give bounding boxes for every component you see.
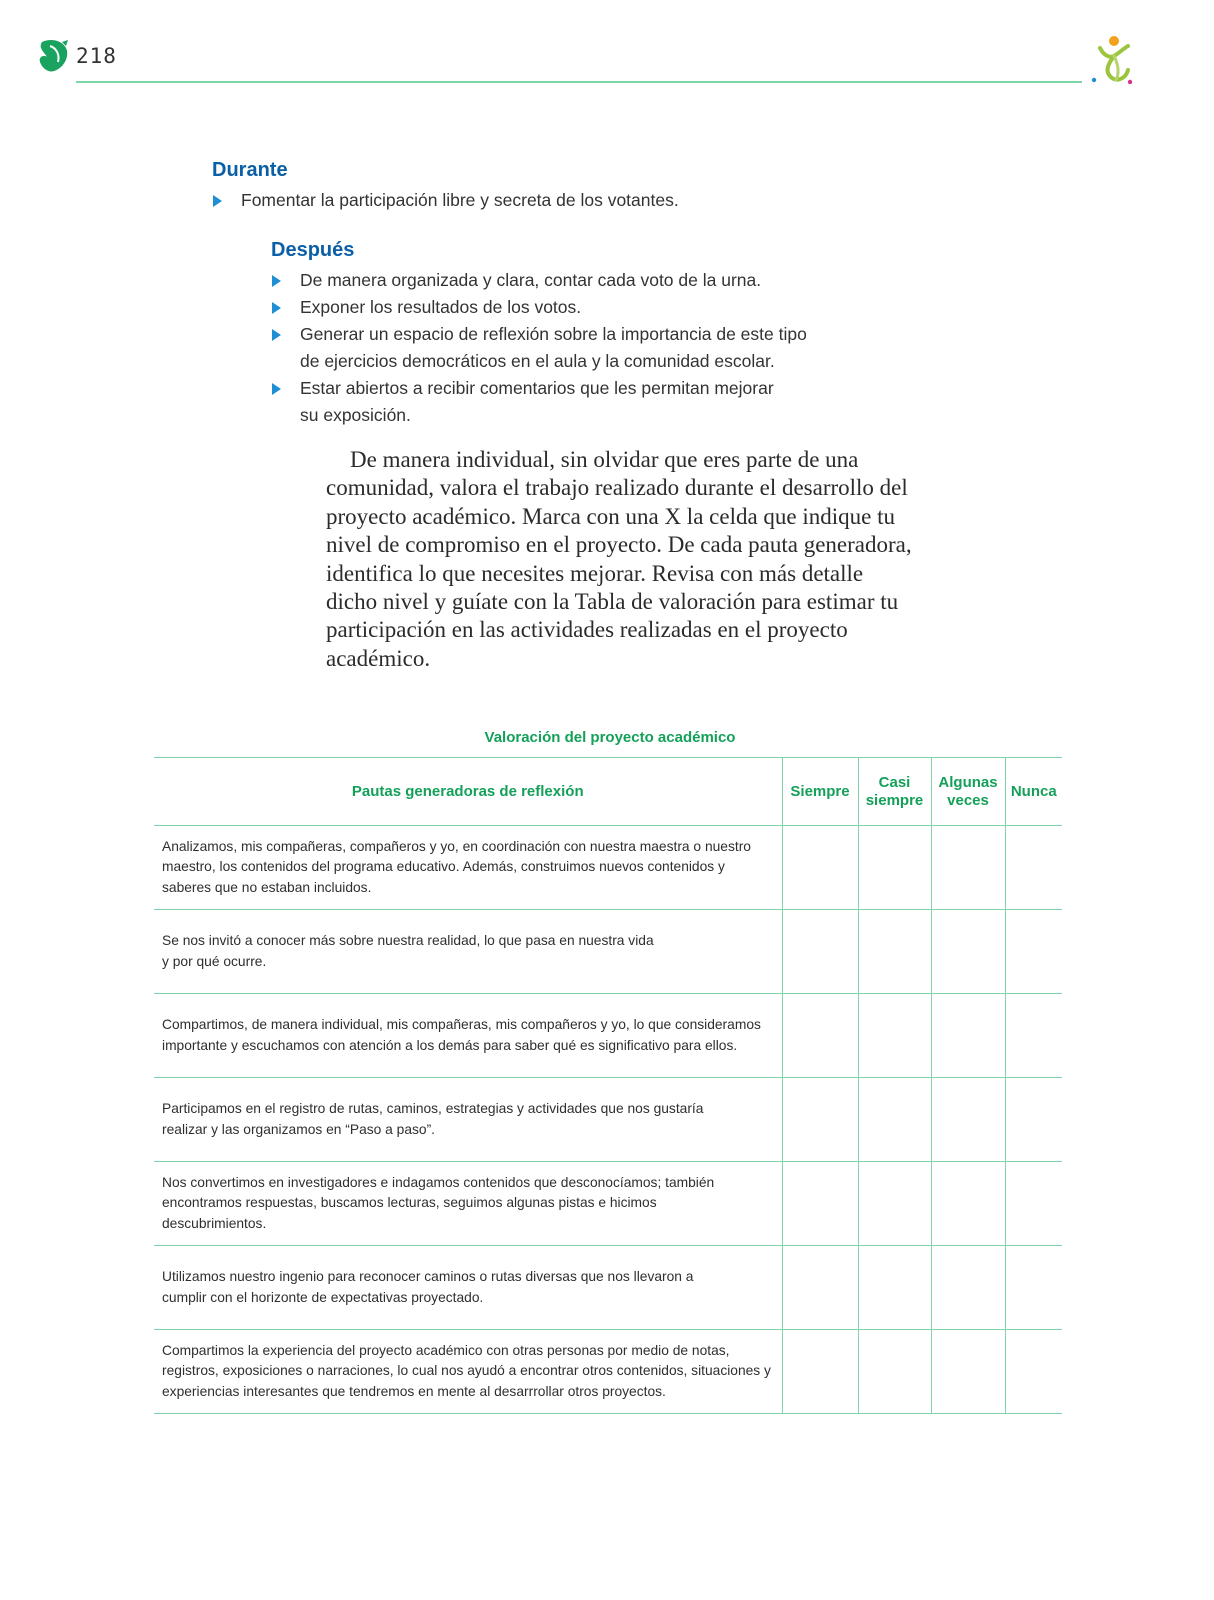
despues-bullet	[300, 375, 790, 429]
bullet-arrow-icon	[272, 329, 281, 341]
durante-heading: Durante	[212, 159, 288, 181]
nunca-cell[interactable]	[1005, 1330, 1062, 1414]
table-row	[154, 1330, 1062, 1414]
table-row	[154, 994, 1062, 1078]
siempre-cell[interactable]	[782, 1246, 858, 1330]
nunca-cell[interactable]	[1005, 1162, 1062, 1246]
casi-siempre-cell[interactable]	[858, 994, 931, 1078]
algunas-veces-cell[interactable]	[931, 1246, 1005, 1330]
header-casi-siempre: Casi siempre	[858, 758, 931, 826]
instructions-paragraph: De manera individual, sin olvidar que eres parte de una comunidad, valora el trabajo realizado durante el desarrollo del proyecto académico. Marca con una X la celda que indique tu nivel de compromiso en el proyecto. De cada pauta generadora, identifica lo que necesites mejorar. Revisa con más detalle dicho nivel y guíate con la Tabla de valoración para estimar tu participación en las actividades realizadas en el proyecto académico.	[326, 447, 912, 671]
algunas-veces-cell[interactable]	[931, 910, 1005, 994]
algunas-veces-cell[interactable]	[931, 1162, 1005, 1246]
nunca-cell[interactable]	[1005, 1078, 1062, 1162]
despues-bullet-text: Exponer los resultados de los votos.	[300, 297, 582, 317]
table-header-row	[154, 758, 1062, 826]
green-leaf-logo-icon	[36, 38, 70, 74]
row-statement: Utilizamos nuestro ingenio para reconocer caminos o rutas diversas que nos llevaron a cumplir con el horizonte de expectativas proyectado.	[154, 1246, 782, 1330]
colorful-figure-logo-icon	[1084, 34, 1138, 86]
despues-bullet	[300, 321, 820, 375]
algunas-veces-cell[interactable]	[931, 1330, 1005, 1414]
row-statement: Se nos invitó a conocer más sobre nuestra realidad, lo que pasa en nuestra vida y por qué ocurre.	[154, 910, 782, 994]
nunca-cell[interactable]	[1005, 1246, 1062, 1330]
table-row	[154, 1078, 1062, 1162]
siempre-cell[interactable]	[782, 910, 858, 994]
bullet-arrow-icon	[213, 195, 222, 207]
siempre-cell[interactable]	[782, 1162, 858, 1246]
siempre-cell[interactable]	[782, 826, 858, 910]
table-row	[154, 1246, 1062, 1330]
header-algunas-veces: Algunas veces	[931, 758, 1005, 826]
bullet-arrow-icon	[272, 302, 281, 314]
header-rule	[76, 81, 1082, 83]
despues-heading: Después	[271, 239, 355, 261]
row-statement: Analizamos, mis compañeras, compañeros y yo, en coordinación con nuestra maestra o nuestro maestro, los contenidos del programa educativo. Además, construimos nuevos contenidos y saberes que no estaban incluidos.	[154, 826, 782, 910]
despues-bullet-text: De manera organizada y clara, contar cada voto de la urna.	[300, 270, 762, 290]
despues-bullet	[300, 294, 840, 321]
nunca-cell[interactable]	[1005, 994, 1062, 1078]
algunas-veces-cell[interactable]	[931, 994, 1005, 1078]
casi-siempre-cell[interactable]	[858, 1078, 931, 1162]
siempre-cell[interactable]	[782, 994, 858, 1078]
siempre-cell[interactable]	[782, 1078, 858, 1162]
durante-bullet-text: Fomentar la participación libre y secreta de los votantes.	[241, 190, 679, 210]
header-pautas: Pautas generadoras de reflexión	[154, 758, 782, 826]
despues-bullet-text: Generar un espacio de reflexión sobre la importancia de este tipo de ejercicios democráticos en el aula y la comunidad escolar.	[300, 324, 807, 371]
header-siempre: Siempre	[782, 758, 858, 826]
casi-siempre-cell[interactable]	[858, 1330, 931, 1414]
casi-siempre-cell[interactable]	[858, 1162, 931, 1246]
table-row	[154, 826, 1062, 910]
algunas-veces-cell[interactable]	[931, 826, 1005, 910]
casi-siempre-cell[interactable]	[858, 910, 931, 994]
table-title: Valoración del proyecto académico	[484, 729, 736, 746]
valoracion-table	[154, 757, 1062, 1414]
despues-bullet	[300, 267, 840, 294]
casi-siempre-cell[interactable]	[858, 1246, 931, 1330]
nunca-cell[interactable]	[1005, 826, 1062, 910]
siempre-cell[interactable]	[782, 1330, 858, 1414]
nunca-cell[interactable]	[1005, 910, 1062, 994]
row-statement: Compartimos la experiencia del proyecto académico con otras personas por medio de notas, registros, exposiciones o narraciones, lo cual nos ayudó a encontrar otros contenidos, situaciones y experiencias interesantes que tendremos en mente al desarrrollar otros proyectos.	[154, 1330, 782, 1414]
casi-siempre-cell[interactable]	[858, 826, 931, 910]
table-row	[154, 910, 1062, 994]
page-number: 218	[76, 44, 117, 68]
row-statement: Nos convertimos en investigadores e indagamos contenidos que desconocíamos; también encontramos respuestas, buscamos lecturas, seguimos algunas pistas e hicimos descubrimientos.	[154, 1162, 782, 1246]
bullet-arrow-icon	[272, 275, 281, 287]
row-statement: Participamos en el registro de rutas, caminos, estrategias y actividades que nos gustaría realizar y las organizamos en “Paso a paso”.	[154, 1078, 782, 1162]
row-statement: Compartimos, de manera individual, mis compañeras, mis compañeros y yo, lo que consideramos importante y escuchamos con atención a los demás para saber qué es significativo para ellos.	[154, 994, 782, 1078]
algunas-veces-cell[interactable]	[931, 1078, 1005, 1162]
table-row	[154, 1162, 1062, 1246]
header-nunca: Nunca	[1005, 758, 1062, 826]
bullet-arrow-icon	[272, 383, 281, 395]
despues-bullet-text: Estar abiertos a recibir comentarios que les permitan mejorar su exposición.	[300, 378, 774, 425]
durante-bullet	[241, 187, 679, 214]
